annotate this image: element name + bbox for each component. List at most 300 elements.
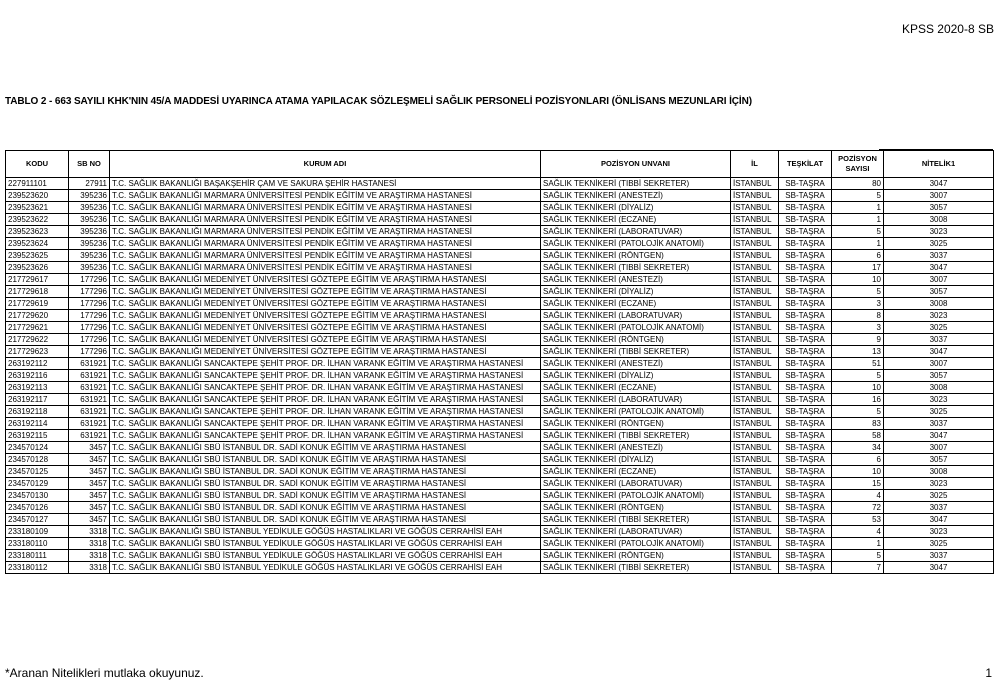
cell-nitelik1: 3057 [884,370,994,382]
cell-kurum-adi: T.C. SAĞLIK BAKANLIĞI MEDENİYET ÜNİVERSİTESİ GÖZTEPE EĞİTİM VE ARAŞTIRMA HASTANESİ [110,334,541,346]
cell-kurum-adi: T.C. SAĞLIK BAKANLIĞI SANCAKTEPE ŞEHİT PROF. DR. İLHAN VARANK EĞİTİM VE ARAŞTIRMA HASTANESİ [110,406,541,418]
cell-sb-no: 177296 [69,334,110,346]
cell-kodu: 239523620 [6,190,69,202]
table-row [6,430,994,442]
cell-sb-no: 395236 [69,226,110,238]
cell-kodu: 263192114 [6,418,69,430]
cell-il: İSTANBUL [731,286,779,298]
cell-sb-no: 395236 [69,250,110,262]
cell-nitelik1: 3023 [884,310,994,322]
cell-sb-no: 395236 [69,202,110,214]
cell-sb-no: 3457 [69,502,110,514]
col-header-il: İL [731,151,779,178]
cell-pozisyon-sayisi: 9 [832,334,884,346]
cell-nitelik1: 3023 [884,526,994,538]
cell-nitelik1: 3047 [884,178,994,190]
col-header-pozisyon-sayisi: POZİSYON SAYISI [832,151,884,178]
table-row [6,238,994,250]
cell-kodu: 263192118 [6,406,69,418]
cell-pozisyon-sayisi: 1 [832,214,884,226]
cell-il: İSTANBUL [731,274,779,286]
cell-teskilat: SB-TAŞRA [779,442,832,454]
cell-sb-no: 27911 [69,178,110,190]
cell-teskilat: SB-TAŞRA [779,418,832,430]
cell-il: İSTANBUL [731,466,779,478]
table-header-row [6,151,994,178]
cell-pozisyon-unvani: SAĞLIK TEKNİKERİ (ECZANE) [541,298,731,310]
cell-kodu: 234570128 [6,454,69,466]
cell-nitelik1: 3025 [884,322,994,334]
cell-kurum-adi: T.C. SAĞLIK BAKANLIĞI SBÜ İSTANBUL YEDİKULE GÖĞÜS HASTALIKLARI VE GÖĞÜS CERRAHİSİ EAH [110,550,541,562]
cell-sb-no: 395236 [69,190,110,202]
cell-il: İSTANBUL [731,262,779,274]
cell-teskilat: SB-TAŞRA [779,190,832,202]
cell-kurum-adi: T.C. SAĞLIK BAKANLIĞI SBÜ İSTANBUL DR. SADİ KONUK EĞİTİM VE ARAŞTIRMA HASTANESİ [110,478,541,490]
cell-kurum-adi: T.C. SAĞLIK BAKANLIĞI MEDENİYET ÜNİVERSİTESİ GÖZTEPE EĞİTİM VE ARAŞTIRMA HASTANESİ [110,310,541,322]
cell-il: İSTANBUL [731,202,779,214]
cell-kurum-adi: T.C. SAĞLIK BAKANLIĞI SANCAKTEPE ŞEHİT PROF. DR. İLHAN VARANK EĞİTİM VE ARAŞTIRMA HASTANESİ [110,418,541,430]
cell-pozisyon-sayisi: 5 [832,190,884,202]
cell-pozisyon-sayisi: 10 [832,382,884,394]
cell-pozisyon-unvani: SAĞLIK TEKNİKERİ (RÖNTGEN) [541,502,731,514]
cell-nitelik1: 3007 [884,442,994,454]
cell-nitelik1: 3023 [884,478,994,490]
cell-sb-no: 3457 [69,466,110,478]
cell-kodu: 233180110 [6,538,69,550]
cell-il: İSTANBUL [731,478,779,490]
cell-kurum-adi: T.C. SAĞLIK BAKANLIĞI SANCAKTEPE ŞEHİT PROF. DR. İLHAN VARANK EĞİTİM VE ARAŞTIRMA HASTANESİ [110,430,541,442]
cell-pozisyon-unvani: SAĞLIK TEKNİKERİ (LABORATUVAR) [541,478,731,490]
cell-teskilat: SB-TAŞRA [779,550,832,562]
cell-pozisyon-unvani: SAĞLIK TEKNİKERİ (ECZANE) [541,214,731,226]
cell-nitelik1: 3037 [884,250,994,262]
cell-pozisyon-unvani: SAĞLIK TEKNİKERİ (ANESTEZİ) [541,358,731,370]
cell-kurum-adi: T.C. SAĞLIK BAKANLIĞI SBÜ İSTANBUL DR. SADİ KONUK EĞİTİM VE ARAŞTIRMA HASTANESİ [110,442,541,454]
cell-kurum-adi: T.C. SAĞLIK BAKANLIĞI SANCAKTEPE ŞEHİT PROF. DR. İLHAN VARANK EĞİTİM VE ARAŞTIRMA HASTANESİ [110,370,541,382]
table-row [6,466,994,478]
cell-pozisyon-sayisi: 51 [832,358,884,370]
table-row [6,250,994,262]
cell-sb-no: 3457 [69,490,110,502]
table-row [6,286,994,298]
cell-teskilat: SB-TAŞRA [779,466,832,478]
cell-sb-no: 3318 [69,538,110,550]
cell-kurum-adi: T.C. SAĞLIK BAKANLIĞI MEDENİYET ÜNİVERSİTESİ GÖZTEPE EĞİTİM VE ARAŞTIRMA HASTANESİ [110,298,541,310]
col-header-nitelik1: NİTELİK1 [884,151,994,178]
cell-pozisyon-unvani: SAĞLIK TEKNİKERİ (PATOLOJİK ANATOMİ) [541,238,731,250]
cell-pozisyon-sayisi: 7 [832,562,884,574]
cell-kodu: 239523622 [6,214,69,226]
cell-pozisyon-sayisi: 1 [832,538,884,550]
cell-pozisyon-unvani: SAĞLIK TEKNİKERİ (TIBBİ SEKRETER) [541,178,731,190]
cell-kodu: 233180111 [6,550,69,562]
cell-nitelik1: 3007 [884,358,994,370]
cell-sb-no: 177296 [69,274,110,286]
cell-pozisyon-sayisi: 34 [832,442,884,454]
cell-kodu: 234570126 [6,502,69,514]
cell-pozisyon-unvani: SAĞLIK TEKNİKERİ (DİYALİZ) [541,454,731,466]
table-row [6,394,994,406]
cell-kurum-adi: T.C. SAĞLIK BAKANLIĞI MEDENİYET ÜNİVERSİTESİ GÖZTEPE EĞİTİM VE ARAŞTIRMA HASTANESİ [110,274,541,286]
cell-pozisyon-unvani: SAĞLIK TEKNİKERİ (RÖNTGEN) [541,550,731,562]
cell-pozisyon-sayisi: 16 [832,394,884,406]
cell-teskilat: SB-TAŞRA [779,214,832,226]
cell-sb-no: 631921 [69,418,110,430]
cell-kodu: 217729623 [6,346,69,358]
table-row [6,202,994,214]
table-row [6,406,994,418]
cell-kodu: 217729618 [6,286,69,298]
cell-pozisyon-sayisi: 4 [832,490,884,502]
cell-kodu: 217729617 [6,274,69,286]
cell-kodu: 234570130 [6,490,69,502]
cell-teskilat: SB-TAŞRA [779,502,832,514]
cell-kodu: 217729619 [6,298,69,310]
cell-pozisyon-sayisi: 5 [832,550,884,562]
cell-nitelik1: 3007 [884,190,994,202]
cell-nitelik1: 3008 [884,466,994,478]
cell-pozisyon-sayisi: 1 [832,238,884,250]
cell-sb-no: 3457 [69,454,110,466]
table-row [6,346,994,358]
col-header-kodu: KODU [6,151,69,178]
cell-nitelik1: 3007 [884,274,994,286]
cell-kurum-adi: T.C. SAĞLIK BAKANLIĞI MEDENİYET ÜNİVERSİTESİ GÖZTEPE EĞİTİM VE ARAŞTIRMA HASTANESİ [110,346,541,358]
cell-kodu: 233180109 [6,526,69,538]
cell-sb-no: 3457 [69,514,110,526]
cell-teskilat: SB-TAŞRA [779,334,832,346]
cell-nitelik1: 3057 [884,202,994,214]
cell-sb-no: 631921 [69,370,110,382]
table-row [6,418,994,430]
cell-kurum-adi: T.C. SAĞLIK BAKANLIĞI SBÜ İSTANBUL DR. SADİ KONUK EĞİTİM VE ARAŞTIRMA HASTANESİ [110,514,541,526]
cell-il: İSTANBUL [731,190,779,202]
table-row [6,502,994,514]
cell-kodu: 239523624 [6,238,69,250]
cell-il: İSTANBUL [731,502,779,514]
cell-pozisyon-sayisi: 4 [832,526,884,538]
cell-il: İSTANBUL [731,526,779,538]
cell-pozisyon-unvani: SAĞLIK TEKNİKERİ (ECZANE) [541,382,731,394]
cell-il: İSTANBUL [731,214,779,226]
positions-table [5,150,994,574]
table-row [6,190,994,202]
cell-kodu: 217729622 [6,334,69,346]
cell-il: İSTANBUL [731,322,779,334]
cell-pozisyon-unvani: SAĞLIK TEKNİKERİ (DİYALİZ) [541,202,731,214]
table-row [6,370,994,382]
cell-teskilat: SB-TAŞRA [779,526,832,538]
table-row [6,262,994,274]
cell-kodu: 234570124 [6,442,69,454]
table-row [6,478,994,490]
document-title: TABLO 2 - 663 SAYILI KHK'NIN 45/A MADDESİ UYARINCA ATAMA YAPILACAK SÖZLEŞMELİ SAĞLIK PERSONELİ POZİSYONLARI (ÖNLİSANS MEZUNLARI İÇİN) [5,96,752,107]
cell-pozisyon-sayisi: 17 [832,262,884,274]
cell-teskilat: SB-TAŞRA [779,406,832,418]
cell-kurum-adi: T.C. SAĞLIK BAKANLIĞI SBÜ İSTANBUL DR. SADİ KONUK EĞİTİM VE ARAŞTIRMA HASTANESİ [110,490,541,502]
cell-kodu: 233180112 [6,562,69,574]
cell-sb-no: 395236 [69,214,110,226]
col-header-kurum-adi: KURUM ADI [110,151,541,178]
cell-teskilat: SB-TAŞRA [779,298,832,310]
table-row [6,382,994,394]
cell-kurum-adi: T.C. SAĞLIK BAKANLIĞI SANCAKTEPE ŞEHİT PROF. DR. İLHAN VARANK EĞİTİM VE ARAŞTIRMA HASTANESİ [110,394,541,406]
cell-kodu: 263192116 [6,370,69,382]
cell-kodu: 234570129 [6,478,69,490]
cell-sb-no: 177296 [69,286,110,298]
cell-pozisyon-unvani: SAĞLIK TEKNİKERİ (ANESTEZİ) [541,274,731,286]
cell-kurum-adi: T.C. SAĞLIK BAKANLIĞI MARMARA ÜNİVERSİTESİ PENDİK EĞİTİM VE ARAŞTIRMA HASTANESİ [110,262,541,274]
cell-il: İSTANBUL [731,358,779,370]
cell-pozisyon-unvani: SAĞLIK TEKNİKERİ (TIBBİ SEKRETER) [541,430,731,442]
cell-nitelik1: 3023 [884,226,994,238]
cell-teskilat: SB-TAŞRA [779,202,832,214]
cell-nitelik1: 3047 [884,346,994,358]
cell-sb-no: 395236 [69,238,110,250]
cell-nitelik1: 3037 [884,334,994,346]
cell-kurum-adi: T.C. SAĞLIK BAKANLIĞI SBÜ İSTANBUL DR. SADİ KONUK EĞİTİM VE ARAŞTIRMA HASTANESİ [110,454,541,466]
cell-kodu: 227911101 [6,178,69,190]
cell-kodu: 217729621 [6,322,69,334]
cell-sb-no: 3457 [69,442,110,454]
cell-teskilat: SB-TAŞRA [779,514,832,526]
cell-teskilat: SB-TAŞRA [779,478,832,490]
cell-il: İSTANBUL [731,418,779,430]
cell-nitelik1: 3037 [884,502,994,514]
cell-teskilat: SB-TAŞRA [779,538,832,550]
cell-pozisyon-sayisi: 5 [832,370,884,382]
cell-sb-no: 3318 [69,526,110,538]
cell-kodu: 263192113 [6,382,69,394]
cell-pozisyon-unvani: SAĞLIK TEKNİKERİ (LABORATUVAR) [541,394,731,406]
table-row [6,538,994,550]
cell-pozisyon-unvani: SAĞLIK TEKNİKERİ (TIBBİ SEKRETER) [541,514,731,526]
cell-nitelik1: 3025 [884,490,994,502]
cell-pozisyon-unvani: SAĞLIK TEKNİKERİ (PATOLOJİK ANATOMİ) [541,538,731,550]
cell-pozisyon-unvani: SAĞLIK TEKNİKERİ (PATOLOJİK ANATOMİ) [541,406,731,418]
table-row [6,214,994,226]
cell-il: İSTANBUL [731,382,779,394]
cell-kodu: 234570125 [6,466,69,478]
positions-table-container [5,150,993,574]
document-code: KPSS 2020-8 SB [901,22,994,36]
table-row [6,526,994,538]
table-row [6,322,994,334]
cell-pozisyon-unvani: SAĞLIK TEKNİKERİ (RÖNTGEN) [541,250,731,262]
cell-teskilat: SB-TAŞRA [779,226,832,238]
cell-sb-no: 3318 [69,550,110,562]
table-row [6,454,994,466]
cell-nitelik1: 3047 [884,262,994,274]
cell-teskilat: SB-TAŞRA [779,238,832,250]
cell-sb-no: 631921 [69,358,110,370]
table-row [6,490,994,502]
cell-sb-no: 3457 [69,478,110,490]
cell-pozisyon-sayisi: 5 [832,226,884,238]
cell-kurum-adi: T.C. SAĞLIK BAKANLIĞI SBÜ İSTANBUL YEDİKULE GÖĞÜS HASTALIKLARI VE GÖĞÜS CERRAHİSİ EAH [110,562,541,574]
col-header-teskilat: TEŞKİLAT [779,151,832,178]
cell-teskilat: SB-TAŞRA [779,394,832,406]
cell-kurum-adi: T.C. SAĞLIK BAKANLIĞI SBÜ İSTANBUL DR. SADİ KONUK EĞİTİM VE ARAŞTIRMA HASTANESİ [110,466,541,478]
table-row [6,226,994,238]
cell-teskilat: SB-TAŞRA [779,310,832,322]
cell-pozisyon-unvani: SAĞLIK TEKNİKERİ (RÖNTGEN) [541,334,731,346]
cell-pozisyon-sayisi: 10 [832,466,884,478]
cell-pozisyon-sayisi: 5 [832,286,884,298]
cell-il: İSTANBUL [731,442,779,454]
cell-pozisyon-unvani: SAĞLIK TEKNİKERİ (TIBBİ SEKRETER) [541,562,731,574]
cell-il: İSTANBUL [731,250,779,262]
cell-sb-no: 177296 [69,298,110,310]
cell-kurum-adi: T.C. SAĞLIK BAKANLIĞI MEDENİYET ÜNİVERSİTESİ GÖZTEPE EĞİTİM VE ARAŞTIRMA HASTANESİ [110,286,541,298]
cell-il: İSTANBUL [731,238,779,250]
cell-teskilat: SB-TAŞRA [779,490,832,502]
cell-nitelik1: 3025 [884,238,994,250]
cell-kodu: 234570127 [6,514,69,526]
cell-pozisyon-sayisi: 3 [832,322,884,334]
cell-il: İSTANBUL [731,454,779,466]
cell-kurum-adi: T.C. SAĞLIK BAKANLIĞI MEDENİYET ÜNİVERSİTESİ GÖZTEPE EĞİTİM VE ARAŞTIRMA HASTANESİ [110,322,541,334]
cell-kurum-adi: T.C. SAĞLIK BAKANLIĞI MARMARA ÜNİVERSİTESİ PENDİK EĞİTİM VE ARAŞTIRMA HASTANESİ [110,238,541,250]
cell-kodu: 263192117 [6,394,69,406]
cell-pozisyon-sayisi: 72 [832,502,884,514]
cell-kurum-adi: T.C. SAĞLIK BAKANLIĞI SBÜ İSTANBUL YEDİKULE GÖĞÜS HASTALIKLARI VE GÖĞÜS CERRAHİSİ EAH [110,538,541,550]
cell-kurum-adi: T.C. SAĞLIK BAKANLIĞI SBÜ İSTANBUL DR. SADİ KONUK EĞİTİM VE ARAŞTIRMA HASTANESİ [110,502,541,514]
cell-teskilat: SB-TAŞRA [779,562,832,574]
cell-il: İSTANBUL [731,562,779,574]
cell-kurum-adi: T.C. SAĞLIK BAKANLIĞI SBÜ İSTANBUL YEDİKULE GÖĞÜS HASTALIKLARI VE GÖĞÜS CERRAHİSİ EAH [110,526,541,538]
cell-pozisyon-unvani: SAĞLIK TEKNİKERİ (LABORATUVAR) [541,526,731,538]
cell-kodu: 217729620 [6,310,69,322]
cell-sb-no: 395236 [69,262,110,274]
cell-pozisyon-sayisi: 10 [832,274,884,286]
cell-teskilat: SB-TAŞRA [779,322,832,334]
table-row [6,298,994,310]
cell-pozisyon-unvani: SAĞLIK TEKNİKERİ (DİYALİZ) [541,370,731,382]
cell-il: İSTANBUL [731,310,779,322]
cell-teskilat: SB-TAŞRA [779,430,832,442]
cell-il: İSTANBUL [731,298,779,310]
cell-nitelik1: 3025 [884,406,994,418]
cell-kodu: 263192115 [6,430,69,442]
cell-kodu: 263192112 [6,358,69,370]
cell-pozisyon-unvani: SAĞLIK TEKNİKERİ (LABORATUVAR) [541,310,731,322]
cell-pozisyon-sayisi: 6 [832,250,884,262]
cell-il: İSTANBUL [731,550,779,562]
cell-nitelik1: 3008 [884,214,994,226]
cell-teskilat: SB-TAŞRA [779,178,832,190]
cell-teskilat: SB-TAŞRA [779,358,832,370]
cell-il: İSTANBUL [731,514,779,526]
cell-nitelik1: 3023 [884,394,994,406]
cell-il: İSTANBUL [731,346,779,358]
cell-pozisyon-unvani: SAĞLIK TEKNİKERİ (PATOLOJİK ANATOMİ) [541,322,731,334]
cell-il: İSTANBUL [731,430,779,442]
cell-pozisyon-unvani: SAĞLIK TEKNİKERİ (ANESTEZİ) [541,190,731,202]
cell-il: İSTANBUL [731,538,779,550]
cell-nitelik1: 3025 [884,538,994,550]
cell-kodu: 239523621 [6,202,69,214]
cell-sb-no: 631921 [69,382,110,394]
cell-nitelik1: 3057 [884,286,994,298]
table-row [6,358,994,370]
cell-kurum-adi: T.C. SAĞLIK BAKANLIĞI SANCAKTEPE ŞEHİT PROF. DR. İLHAN VARANK EĞİTİM VE ARAŞTIRMA HASTANESİ [110,382,541,394]
cell-kodu: 239523623 [6,226,69,238]
cell-nitelik1: 3008 [884,382,994,394]
footer-note: *Aranan Nitelikleri mutlaka okuyunuz. [5,666,204,680]
cell-teskilat: SB-TAŞRA [779,382,832,394]
cell-sb-no: 177296 [69,346,110,358]
cell-sb-no: 177296 [69,322,110,334]
cell-kurum-adi: T.C. SAĞLIK BAKANLIĞI MARMARA ÜNİVERSİTESİ PENDİK EĞİTİM VE ARAŞTIRMA HASTANESİ [110,250,541,262]
cell-teskilat: SB-TAŞRA [779,274,832,286]
cell-pozisyon-unvani: SAĞLIK TEKNİKERİ (TIBBİ SEKRETER) [541,346,731,358]
col-header-pozisyon-unvani: POZİSYON UNVANI [541,151,731,178]
col-header-sb-no: SB NO [69,151,110,178]
cell-kurum-adi: T.C. SAĞLIK BAKANLIĞI MARMARA ÜNİVERSİTESİ PENDİK EĞİTİM VE ARAŞTIRMA HASTANESİ [110,226,541,238]
cell-nitelik1: 3037 [884,418,994,430]
cell-il: İSTANBUL [731,490,779,502]
cell-il: İSTANBUL [731,370,779,382]
cell-kurum-adi: T.C. SAĞLIK BAKANLIĞI MARMARA ÜNİVERSİTESİ PENDİK EĞİTİM VE ARAŞTIRMA HASTANESİ [110,214,541,226]
cell-pozisyon-sayisi: 5 [832,406,884,418]
cell-pozisyon-sayisi: 80 [832,178,884,190]
cell-pozisyon-unvani: SAĞLIK TEKNİKERİ (LABORATUVAR) [541,226,731,238]
cell-kurum-adi: T.C. SAĞLIK BAKANLIĞI BAŞAKŞEHİR ÇAM VE SAKURA ŞEHİR HASTANESİ [110,178,541,190]
table-row [6,274,994,286]
cell-pozisyon-sayisi: 58 [832,430,884,442]
cell-teskilat: SB-TAŞRA [779,250,832,262]
cell-pozisyon-sayisi: 83 [832,418,884,430]
cell-kodu: 239523626 [6,262,69,274]
cell-pozisyon-sayisi: 6 [832,454,884,466]
cell-nitelik1: 3008 [884,298,994,310]
cell-pozisyon-sayisi: 3 [832,298,884,310]
cell-sb-no: 631921 [69,394,110,406]
cell-pozisyon-unvani: SAĞLIK TEKNİKERİ (ECZANE) [541,466,731,478]
table-row [6,310,994,322]
cell-nitelik1: 3047 [884,430,994,442]
cell-pozisyon-sayisi: 13 [832,346,884,358]
cell-sb-no: 631921 [69,430,110,442]
table-row [6,562,994,574]
cell-pozisyon-unvani: SAĞLIK TEKNİKERİ (DİYALİZ) [541,286,731,298]
cell-il: İSTANBUL [731,406,779,418]
table-row [6,514,994,526]
table-row [6,550,994,562]
cell-teskilat: SB-TAŞRA [779,454,832,466]
cell-sb-no: 177296 [69,310,110,322]
cell-il: İSTANBUL [731,334,779,346]
cell-pozisyon-unvani: SAĞLIK TEKNİKERİ (ANESTEZİ) [541,442,731,454]
cell-pozisyon-unvani: SAĞLIK TEKNİKERİ (RÖNTGEN) [541,418,731,430]
cell-nitelik1: 3037 [884,550,994,562]
cell-kurum-adi: T.C. SAĞLIK BAKANLIĞI MARMARA ÜNİVERSİTESİ PENDİK EĞİTİM VE ARAŞTIRMA HASTANESİ [110,190,541,202]
cell-kodu: 239523625 [6,250,69,262]
cell-pozisyon-unvani: SAĞLIK TEKNİKERİ (TIBBİ SEKRETER) [541,262,731,274]
table-row [6,178,994,190]
cell-sb-no: 3318 [69,562,110,574]
cell-teskilat: SB-TAŞRA [779,346,832,358]
cell-kurum-adi: T.C. SAĞLIK BAKANLIĞI SANCAKTEPE ŞEHİT PROF. DR. İLHAN VARANK EĞİTİM VE ARAŞTIRMA HASTANESİ [110,358,541,370]
cell-nitelik1: 3047 [884,514,994,526]
cell-teskilat: SB-TAŞRA [779,286,832,298]
cell-teskilat: SB-TAŞRA [779,370,832,382]
cell-il: İSTANBUL [731,394,779,406]
page-number: 1 [985,666,992,680]
cell-pozisyon-sayisi: 8 [832,310,884,322]
cell-nitelik1: 3057 [884,454,994,466]
